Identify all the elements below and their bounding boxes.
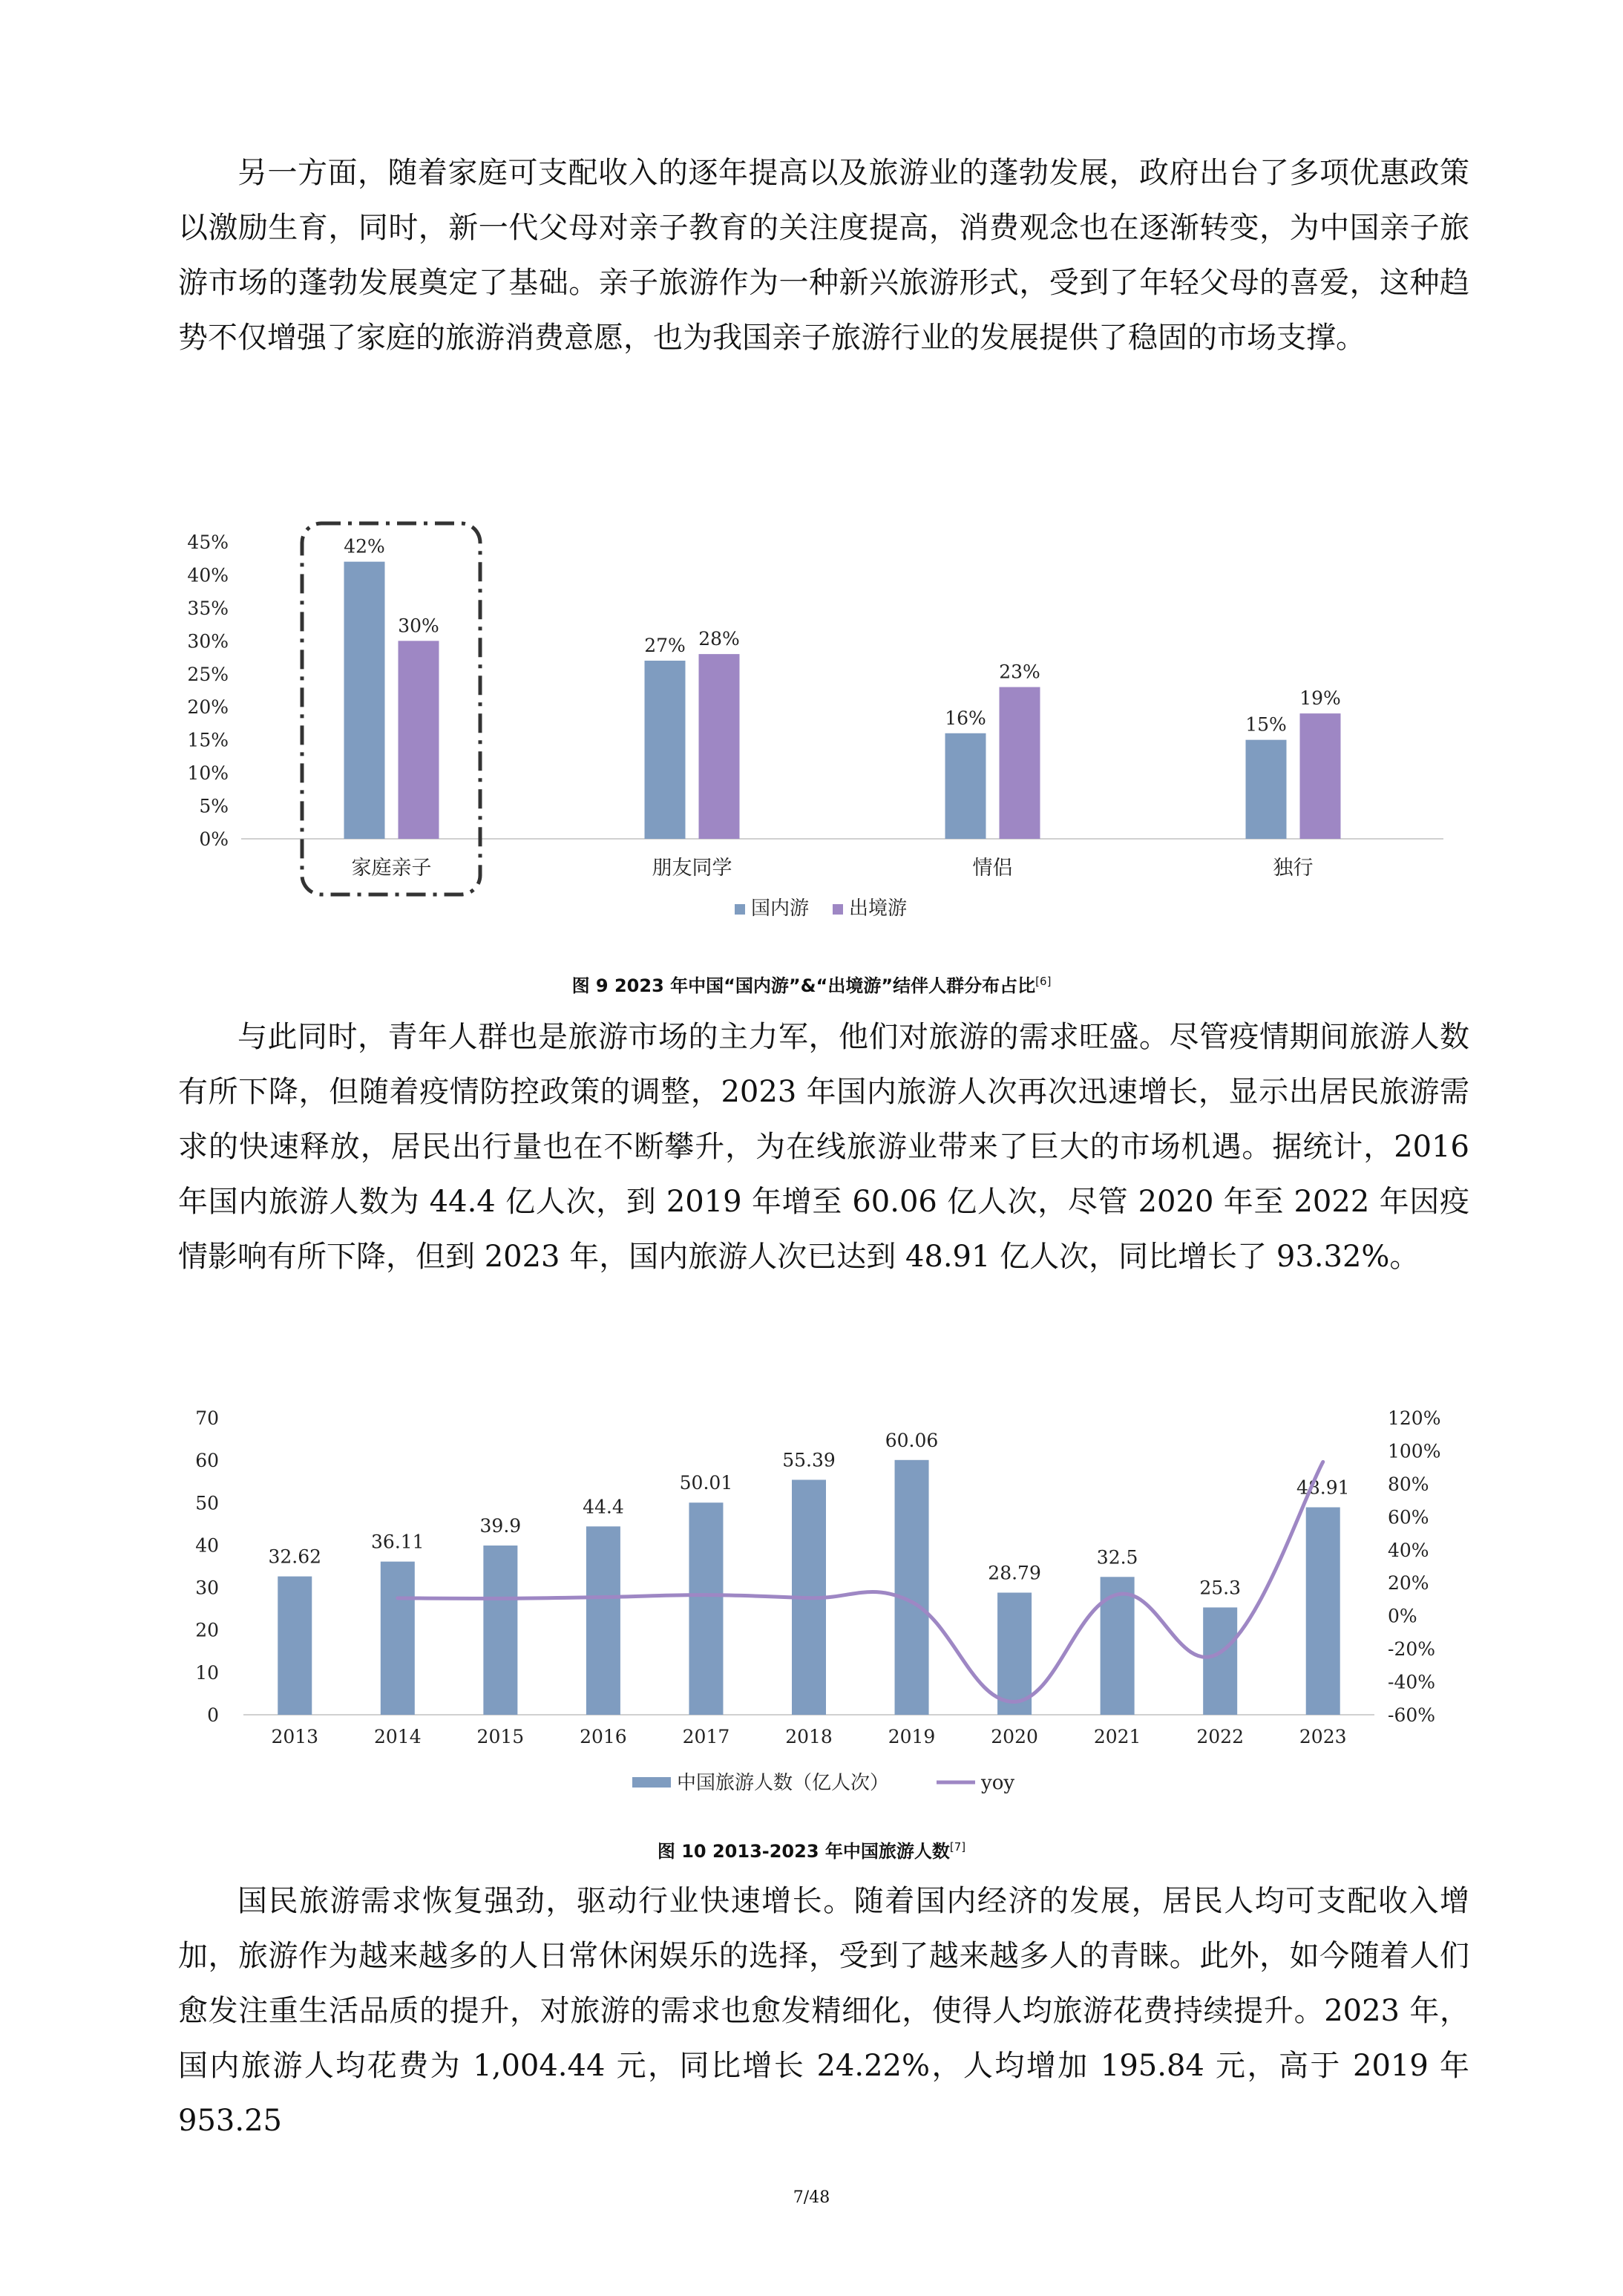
figure-10-caption — [0, 1837, 1623, 1862]
chart1-y-tick-label: 15% — [187, 729, 229, 751]
chart2-left-tick-label: 0 — [207, 1704, 219, 1726]
chart2-value-label: 28.79 — [988, 1562, 1041, 1584]
chart1-category-labels — [352, 857, 1314, 880]
legend-swatch-outbound — [833, 904, 843, 915]
chart1-y-tick-label: 35% — [187, 597, 229, 619]
chart1-value-label: 42% — [344, 535, 385, 557]
chart2-value-label: 25.3 — [1199, 1577, 1242, 1599]
chart1-bars — [344, 562, 1341, 839]
figure-9-caption-text: 图 9 2023 年中国“国内游”&“出境游”结伴人群分布占比 — [571, 975, 1036, 996]
chart2-right-tick-label: -40% — [1388, 1671, 1436, 1693]
chart2-year-labels — [271, 1726, 1346, 1747]
chart2-year-label: 2016 — [580, 1726, 627, 1747]
chart1-bar — [945, 733, 986, 839]
chart2-year-label: 2021 — [1093, 1726, 1141, 1747]
chart1-legend — [735, 897, 907, 920]
legend-label-tourists: 中国旅游人数（亿人次） — [677, 1772, 890, 1794]
chart1-category-label: 家庭亲子 — [351, 857, 432, 880]
chart1-bar — [1000, 687, 1040, 839]
chart2-right-tick-label: 120% — [1388, 1407, 1441, 1429]
chart1-value-label: 28% — [698, 628, 740, 650]
chart2-bar — [1203, 1607, 1237, 1715]
chart1-y-tick-label: 40% — [187, 564, 229, 586]
figure-10-reference: [7] — [949, 1840, 966, 1854]
chart1-bar — [1300, 713, 1341, 839]
chart2-left-tick-label: 20 — [195, 1619, 219, 1641]
chart-companion-distribution — [0, 512, 1623, 928]
chart2-left-tick-label: 40 — [195, 1534, 219, 1557]
chart2-bar — [689, 1502, 723, 1715]
chart2-bar — [1101, 1577, 1135, 1715]
chart2-year-label: 2015 — [476, 1726, 525, 1747]
figure-9-reference: [6] — [1035, 975, 1052, 988]
chart2-left-tick-label: 10 — [195, 1661, 219, 1684]
chart2-value-label: 32.5 — [1096, 1546, 1138, 1569]
legend-swatch-tourists — [632, 1777, 671, 1788]
chart2-year-label: 2018 — [785, 1726, 833, 1747]
chart2-year-label: 2019 — [888, 1726, 936, 1747]
chart1-bar — [645, 661, 686, 839]
chart1-y-tick-label: 45% — [187, 532, 229, 553]
chart2-bar — [278, 1577, 312, 1715]
page-number: 7/48 — [793, 2188, 830, 2207]
chart2-right-tick-label: 40% — [1388, 1539, 1429, 1561]
chart1-bar — [399, 641, 439, 839]
chart1-value-label: 30% — [398, 615, 439, 637]
chart2-left-tick-label: 60 — [195, 1450, 219, 1472]
chart2-value-label: 36.11 — [371, 1531, 424, 1553]
chart1-bar — [699, 654, 740, 839]
chart2-right-tick-label: 0% — [1388, 1605, 1417, 1627]
chart2-year-label: 2014 — [374, 1726, 422, 1747]
chart2-value-label: 60.06 — [885, 1429, 939, 1451]
chart2-right-tick-label: 100% — [1388, 1440, 1441, 1462]
legend-label-outbound: 出境游 — [849, 897, 908, 920]
chart1-bar — [1246, 740, 1287, 839]
chart1-value-label: 15% — [1245, 713, 1287, 736]
chart2-value-label: 32.62 — [268, 1546, 322, 1568]
chart2-year-label: 2020 — [991, 1726, 1038, 1747]
chart1-y-tick-label: 5% — [199, 795, 229, 817]
chart2-bar — [1306, 1508, 1340, 1715]
paragraph-tourism-growth: 与此同时，青年人群也是旅游市场的主力军，他们对旅游的需求旺盛。尽管疫情期间旅游人数有所下降，但随着疫情防控政策的调整，2023 年国内旅游人次再次迅速增长，显示出居民旅游需求的快速释放，居民出行量也在不断攀升，为在线旅游业带来了巨大的市场机遇。据统计，2016 年国内旅游人数为 44.4 亿人次，到 2019 年增至 60.06 亿人次，尽管 2020 年至 2022 年因疫情影响有所下降，但到 2023 年，国内旅游人次已达到 48.91 亿人次，同比增长了 93.32%。 — [178, 1020, 1469, 1274]
chart2-bar — [381, 1562, 415, 1715]
legend-label-yoy: yoy — [981, 1772, 1015, 1794]
chart2-right-tick-label: 20% — [1388, 1572, 1429, 1595]
figure-9-caption — [0, 971, 1623, 997]
chart1-y-tick-label: 0% — [199, 828, 229, 850]
chart1-value-label: 27% — [644, 635, 686, 656]
chart1-y-tick-label: 20% — [187, 696, 229, 719]
chart2-year-label: 2013 — [271, 1726, 319, 1747]
chart2-value-label: 55.39 — [782, 1449, 836, 1471]
chart1-category-label: 情侣 — [972, 857, 1013, 880]
legend-swatch-domestic — [735, 904, 745, 915]
chart2-value-label: 39.9 — [479, 1515, 522, 1537]
chart1-category-label: 朋友同学 — [652, 857, 732, 880]
chart2-legend — [632, 1772, 1014, 1794]
paragraph-family-travel: 另一方面，随着家庭可支配收入的逐年提高以及旅游业的蓬勃发展，政府出台了多项优惠政策以激励生育，同时，新一代父母对亲子教育的关注度提高，消费观念也在逐渐转变，为中国亲子旅游市场的蓬勃发展奠定了基础。亲子旅游作为一种新兴旅游形式，受到了年轻父母的喜爱，这种趋势不仅增强了家庭的旅游消费意愿，也为我国亲子旅游行业的发展提供了稳固的市场支撑。 — [178, 156, 1469, 355]
chart1-y-tick-label: 10% — [187, 762, 229, 785]
chart2-year-label: 2022 — [1196, 1726, 1244, 1747]
chart1-category-label: 独行 — [1273, 857, 1314, 880]
chart2-right-tick-label: -20% — [1388, 1638, 1436, 1661]
chart1-value-label: 19% — [1299, 687, 1341, 710]
chart2-right-axis — [1388, 1407, 1440, 1726]
chart2-right-tick-label: -60% — [1388, 1704, 1436, 1726]
chart1-value-label: 16% — [945, 707, 986, 729]
chart1-y-axis — [187, 532, 229, 850]
chart1-bar — [344, 562, 385, 839]
chart2-bar — [586, 1526, 620, 1715]
paragraph-spending-growth: 国民旅游需求恢复强劲，驱动行业快速增长。随着国内经济的发展，居民人均可支配收入增加，旅游作为越来越多的人日常休闲娱乐的选择，受到了越来越多人的青睐。此外，如今随着人们愈发注重生活品质的提升，对旅游的需求也愈发精细化，使得人均旅游花费持续提升。2023 年，国内旅游人均花费为 1,004.44 元，同比增长 24.22%，人均增加 195.84 元，高于 2019 年 953.25 — [178, 1884, 1469, 2138]
chart2-right-tick-label: 60% — [1388, 1506, 1429, 1528]
chart-tourist-numbers — [0, 1388, 1623, 1804]
yoy-line — [398, 1462, 1323, 1701]
chart1-value-label: 23% — [999, 661, 1040, 683]
chart2-year-label: 2023 — [1299, 1726, 1347, 1747]
chart1-value-labels — [344, 536, 1341, 736]
chart1-y-tick-label: 30% — [187, 630, 229, 653]
chart2-bar — [895, 1460, 929, 1715]
chart2-year-label: 2017 — [682, 1726, 730, 1747]
chart2-bar — [483, 1546, 517, 1715]
chart2-left-tick-label: 70 — [195, 1407, 219, 1429]
figure-10-caption-text: 图 10 2013-2023 年中国旅游人数 — [657, 1841, 950, 1862]
chart2-left-tick-label: 50 — [195, 1492, 219, 1514]
chart2-left-axis — [195, 1407, 219, 1726]
chart2-value-label: 50.01 — [679, 1472, 733, 1494]
chart2-bars — [278, 1460, 1340, 1715]
chart2-value-label: 48.91 — [1296, 1476, 1350, 1499]
legend-label-domestic: 国内游 — [751, 897, 810, 920]
chart1-y-tick-label: 25% — [187, 663, 229, 685]
chart2-value-label: 44.4 — [583, 1496, 624, 1518]
chart2-left-tick-label: 30 — [195, 1577, 219, 1599]
chart2-right-tick-label: 80% — [1388, 1473, 1429, 1495]
